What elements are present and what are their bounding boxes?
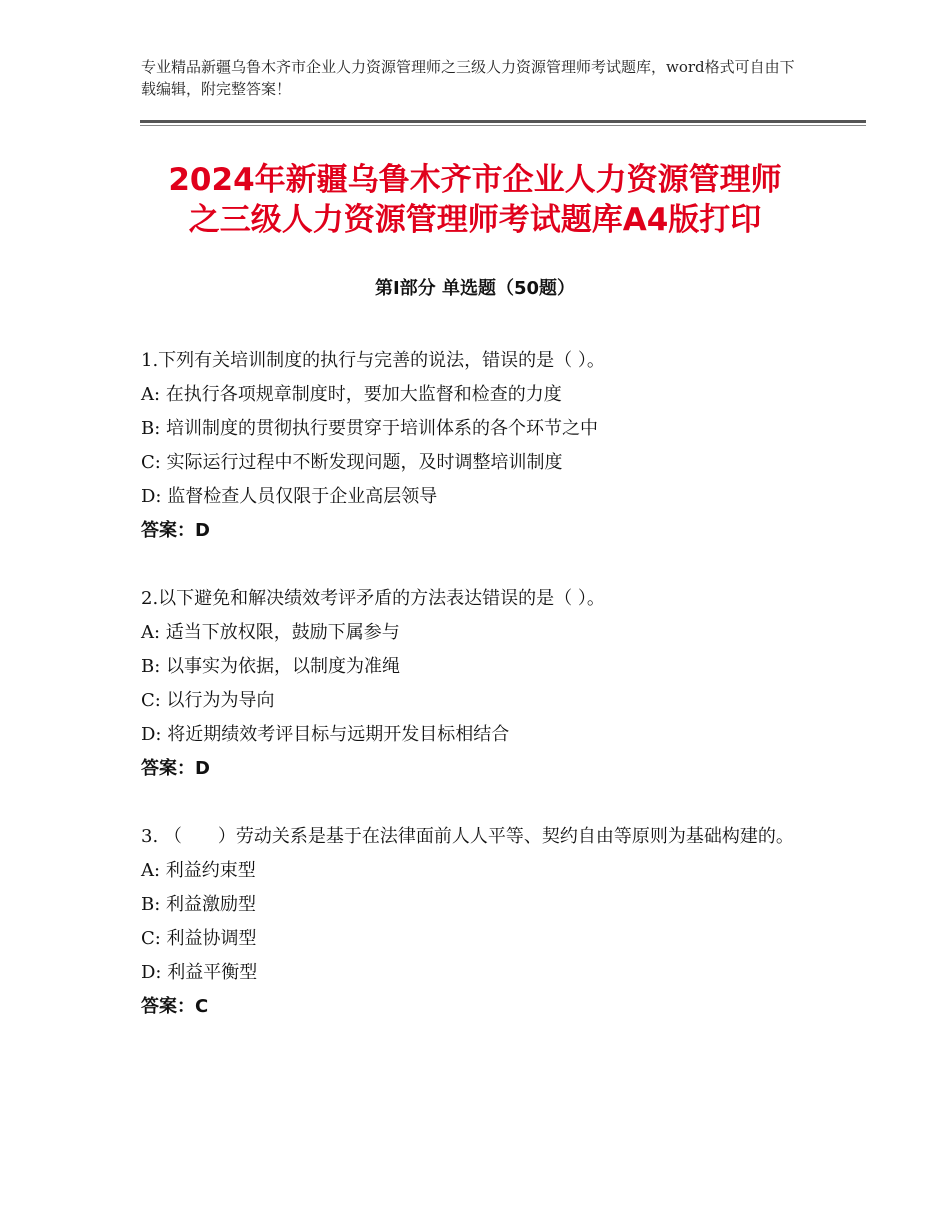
option-b: B: 以事实为依据，以制度为准绳 [141, 656, 401, 677]
answer: 答案：D [141, 520, 210, 541]
header-divider-thin [140, 125, 866, 126]
title-line-1: 2024年新疆乌鲁木齐市企业人力资源管理师 [168, 162, 782, 198]
option-d: D: 利益平衡型 [141, 962, 258, 983]
option-c: C: 实际运行过程中不断发现问题，及时调整培训制度 [141, 452, 563, 473]
question-stem: 1.下列有关培训制度的执行与完善的说法，错误的是（ ）。 [141, 350, 605, 371]
option-d: D: 监督检查人员仅限于企业高层领导 [141, 486, 438, 507]
option-c: C: 利益协调型 [141, 928, 257, 949]
option-b: B: 利益激励型 [141, 894, 257, 915]
title-line-2: 之三级人力资源管理师考试题库A4版打印 [188, 202, 762, 238]
question-3 [141, 820, 821, 1024]
document-title [60, 160, 890, 240]
option-a: A: 利益约束型 [141, 860, 256, 881]
header-divider-thick [140, 120, 866, 123]
question-1 [141, 344, 821, 548]
section-heading: 第Ⅰ部分 单选题（50题） [374, 278, 575, 299]
question-stem: 3. （ ）劳动关系是基于在法律面前人人平等、契约自由等原则为基础构建的。 [141, 826, 794, 847]
option-a: A: 在执行各项规章制度时，要加大监督和检查的力度 [141, 384, 562, 405]
question-list [141, 344, 821, 1058]
option-b: B: 培训制度的贯彻执行要贯穿于培训体系的各个环节之中 [141, 418, 599, 439]
option-c: C: 以行为为导向 [141, 690, 275, 711]
answer: 答案：D [141, 758, 210, 779]
option-a: A: 适当下放权限，鼓励下属参与 [141, 622, 400, 643]
question-2 [141, 582, 821, 786]
option-d: D: 将近期绩效考评目标与远期开发目标相结合 [141, 724, 510, 745]
header-note: 专业精品新疆乌鲁木齐市企业人力资源管理师之三级人力资源管理师考试题库，word格式可自由下载编辑，附完整答案！ [141, 58, 795, 98]
question-stem: 2.以下避免和解决绩效考评矛盾的方法表达错误的是（ ）。 [141, 588, 605, 609]
answer: 答案：C [141, 996, 209, 1017]
